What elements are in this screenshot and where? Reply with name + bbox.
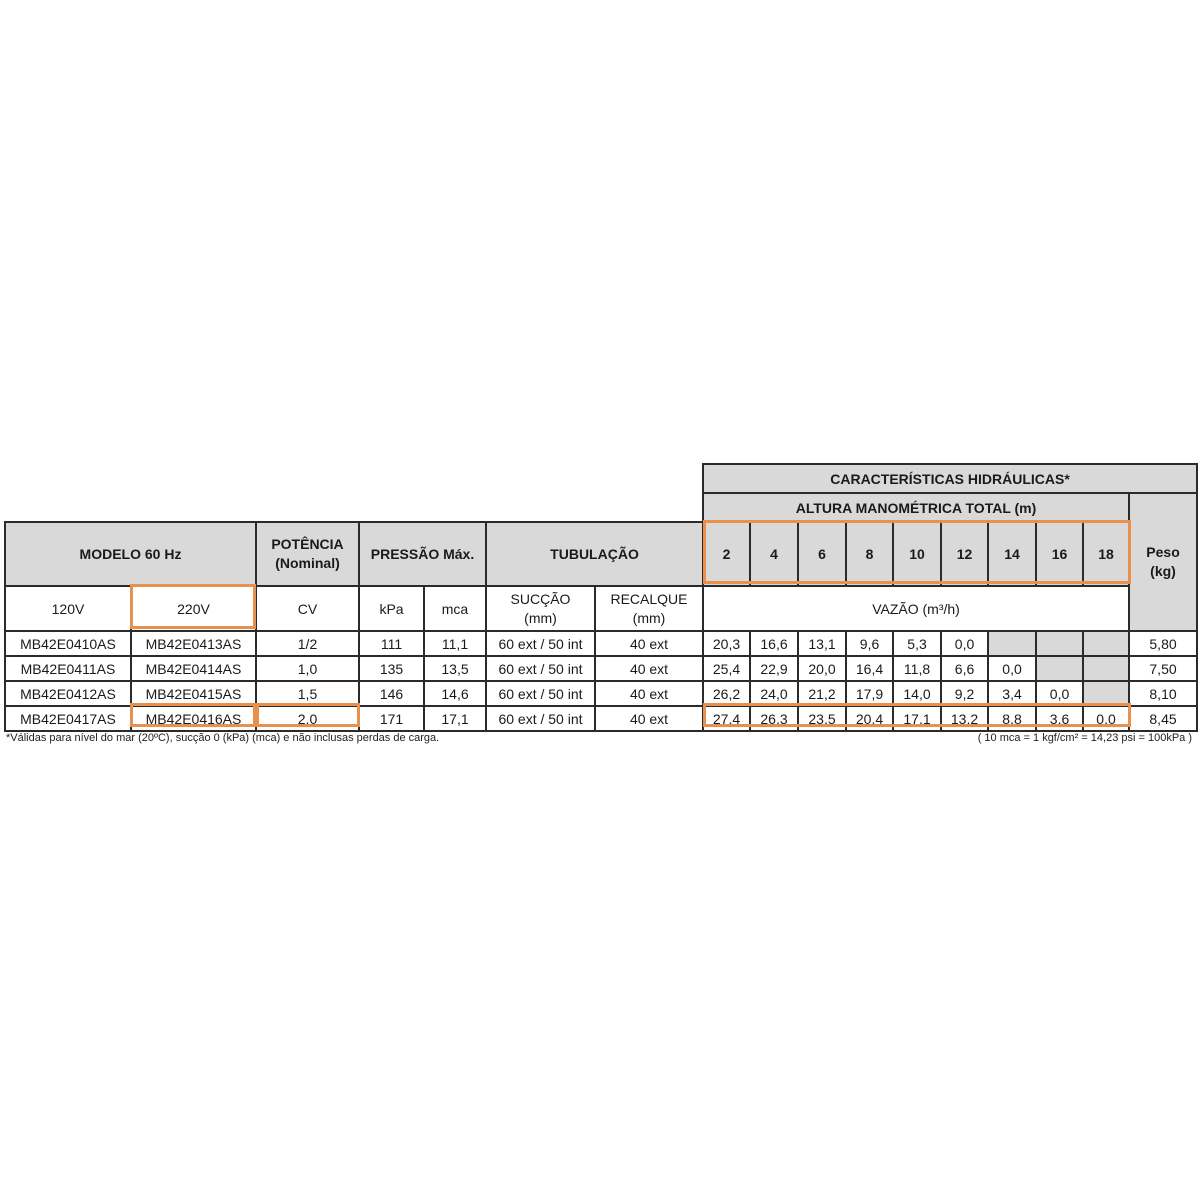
pressure-kpa-cell: 111 <box>359 631 424 656</box>
flow-cell: 22,9 <box>750 656 798 681</box>
head-header: ALTURA MANOMÉTRICA TOTAL (m) <box>703 493 1129 522</box>
model-120v-cell: MB42E0410AS <box>5 631 131 656</box>
flow-cell: 0,0 <box>1036 681 1083 706</box>
power-cv-cell: 1,5 <box>256 681 359 706</box>
flow-cell: 16,4 <box>846 656 893 681</box>
height-12: 12 <box>941 522 988 586</box>
model-220v-cell: MB42E0414AS <box>131 656 256 681</box>
flow-cell: 8,8 <box>988 706 1036 731</box>
model-120v-cell: MB42E0411AS <box>5 656 131 681</box>
model-120v-cell: MB42E0417AS <box>5 706 131 731</box>
height-6: 6 <box>798 522 846 586</box>
discharge-cell: 40 ext <box>595 681 703 706</box>
height-10: 10 <box>893 522 941 586</box>
discharge-header: RECALQUE (mm) <box>595 586 703 631</box>
pressure-mca-cell: 11,1 <box>424 631 486 656</box>
flow-cell <box>988 631 1036 656</box>
model-220v-cell: MB42E0413AS <box>131 631 256 656</box>
power-header: POTÊNCIA (Nominal) <box>256 522 359 586</box>
flow-cell: 20,3 <box>703 631 750 656</box>
height-4: 4 <box>750 522 798 586</box>
voltage-220-header: 220V <box>131 586 256 631</box>
flow-cell: 26,2 <box>703 681 750 706</box>
power-cv-cell: 1,0 <box>256 656 359 681</box>
flow-cell: 16,6 <box>750 631 798 656</box>
table-row <box>5 656 1197 681</box>
flow-cell: 24,0 <box>750 681 798 706</box>
flow-cell: 3,4 <box>988 681 1036 706</box>
suction-cell: 60 ext / 50 int <box>486 681 595 706</box>
flow-cell: 20,0 <box>798 656 846 681</box>
weight-cell: 8,10 <box>1129 681 1197 706</box>
flow-cell: 17,1 <box>893 706 941 731</box>
weight-header: Peso (kg) <box>1129 493 1197 631</box>
pressure-mca-cell: 14,6 <box>424 681 486 706</box>
flow-cell: 14,0 <box>893 681 941 706</box>
weight-cell: 8,45 <box>1129 706 1197 731</box>
flow-cell: 0,0 <box>1083 706 1129 731</box>
pressure-mca-cell: 13,5 <box>424 656 486 681</box>
mca-unit: mca <box>424 586 486 631</box>
table-row <box>5 631 1197 656</box>
height-2: 2 <box>703 522 750 586</box>
model-120v-cell: MB42E0412AS <box>5 681 131 706</box>
flow-cell: 13,1 <box>798 631 846 656</box>
table-row <box>5 681 1197 706</box>
flow-cell: 20,4 <box>846 706 893 731</box>
flow-cell: 11,8 <box>893 656 941 681</box>
pump-spec-table <box>4 463 1198 732</box>
flow-cell: 6,6 <box>941 656 988 681</box>
footnote-left: *Válidas para nível do mar (20ºC), sucção 0 (kPa) (mca) e não inclusas perdas de carga. <box>6 732 440 744</box>
pressure-kpa-cell: 146 <box>359 681 424 706</box>
flow-cell: 17,9 <box>846 681 893 706</box>
flow-cell <box>1036 656 1083 681</box>
pressure-kpa-cell: 171 <box>359 706 424 731</box>
discharge-cell: 40 ext <box>595 631 703 656</box>
power-cv-cell: 2,0 <box>256 706 359 731</box>
pressure-kpa-cell: 135 <box>359 656 424 681</box>
cv-unit: CV <box>256 586 359 631</box>
flow-cell: 9,6 <box>846 631 893 656</box>
discharge-cell: 40 ext <box>595 706 703 731</box>
flow-cell: 9,2 <box>941 681 988 706</box>
height-8: 8 <box>846 522 893 586</box>
model-220v-cell: MB42E0415AS <box>131 681 256 706</box>
pressure-mca-cell: 17,1 <box>424 706 486 731</box>
kpa-unit: kPa <box>359 586 424 631</box>
suction-header: SUCÇÃO (mm) <box>486 586 595 631</box>
height-16: 16 <box>1036 522 1083 586</box>
flow-cell: 27,4 <box>703 706 750 731</box>
flow-cell: 3,6 <box>1036 706 1083 731</box>
suction-cell: 60 ext / 50 int <box>486 706 595 731</box>
weight-cell: 7,50 <box>1129 656 1197 681</box>
flow-cell: 5,3 <box>893 631 941 656</box>
flow-cell <box>1036 631 1083 656</box>
voltage-120-header: 120V <box>5 586 131 631</box>
hydraulics-header: CARACTERÍSTICAS HIDRÁULICAS* <box>703 464 1197 493</box>
model-header: MODELO 60 Hz <box>5 522 256 586</box>
flow-cell: 0,0 <box>988 656 1036 681</box>
flow-cell: 13,2 <box>941 706 988 731</box>
power-cv-cell: 1/2 <box>256 631 359 656</box>
flow-cell: 26,3 <box>750 706 798 731</box>
footnote-right: ( 10 mca = 1 kgf/cm² = 14,23 psi = 100kPa ) <box>977 732 1192 744</box>
flow-cell <box>1083 681 1129 706</box>
flow-cell: 23,5 <box>798 706 846 731</box>
flow-cell <box>1083 656 1129 681</box>
height-18: 18 <box>1083 522 1129 586</box>
flow-cell: 21,2 <box>798 681 846 706</box>
flow-cell <box>1083 631 1129 656</box>
pressure-header: PRESSÃO Máx. <box>359 522 486 586</box>
discharge-cell: 40 ext <box>595 656 703 681</box>
flow-cell: 0,0 <box>941 631 988 656</box>
flow-cell: 25,4 <box>703 656 750 681</box>
height-14: 14 <box>988 522 1036 586</box>
model-220v-cell: MB42E0416AS <box>131 706 256 731</box>
suction-cell: 60 ext / 50 int <box>486 656 595 681</box>
tubing-header: TUBULAÇÃO <box>486 522 703 586</box>
suction-cell: 60 ext / 50 int <box>486 631 595 656</box>
table-row <box>5 706 1197 731</box>
weight-cell: 5,80 <box>1129 631 1197 656</box>
flow-header: VAZÃO (m³/h) <box>703 586 1129 631</box>
